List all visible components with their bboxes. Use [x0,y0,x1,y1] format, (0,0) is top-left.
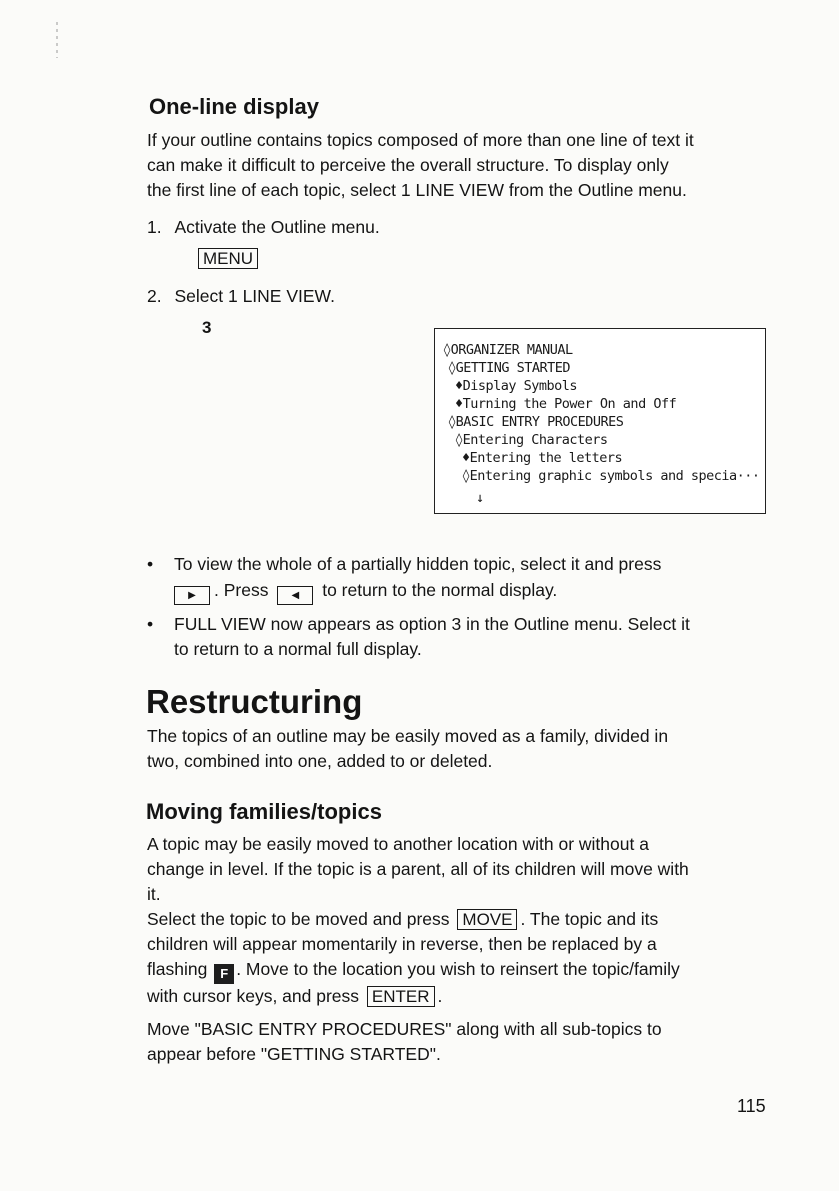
text-line: children will appear momentarily in reverse, then be replaced by a [147,934,657,954]
screen-line: ◊Entering Characters [455,432,608,448]
text-line: change in level. If the topic is a parent, all of its children will move with [147,859,689,879]
bullet-icon: • [147,614,154,634]
screen-line: ◊ORGANIZER MANUAL [443,342,573,358]
text-line: can make it difficult to perceive the overall structure. To display only [147,155,669,175]
text-fragment: with cursor keys, and press [147,986,360,1006]
text-line [147,907,787,932]
page-number: 115 [737,1096,766,1116]
step-text: Activate the Outline menu. [174,217,380,237]
text-line: The topics of an outline may be easily moved as a family, divided in [147,726,669,746]
text-fragment: . Move to the location you wish to reinsert the topic/family [236,959,680,979]
section-heading-one-line: One-line display [149,94,319,119]
scan-mark [56,22,58,58]
moving-paragraph [147,832,787,1009]
lcd-screen [434,328,766,514]
bullet-icon: • [147,554,154,574]
text-fragment: flashing [147,959,208,979]
step-1 [147,215,380,240]
screen-line: ◊Entering graphic symbols and specia··· [462,468,760,484]
right-arrow-key-icon: ▶ [174,586,210,605]
menu-key-row [198,248,258,269]
text-line: A topic may be easily moved to another location with or without a [147,834,649,854]
text-fragment: . [437,986,443,1006]
enter-key: ENTER [367,986,435,1007]
text-fragment: . The topic and its [520,909,659,929]
flashing-f-icon: F [214,964,234,984]
bullet-item-2 [147,612,767,662]
screen-line: ♦Entering the letters [462,450,623,466]
text-line: to return to a normal full display. [174,639,422,659]
section-heading-restructuring: Restructuring [146,683,363,720]
text-line: the first line of each topic, select 1 LINE VIEW from the Outline menu. [147,180,687,200]
example-paragraph [147,1017,662,1067]
text-fragment: to return to the normal display. [322,580,558,600]
move-key: MOVE [457,909,517,930]
left-arrow-key-icon: ◀ [277,586,313,605]
step-2 [147,284,335,309]
text-line [147,984,787,1009]
text-fragment: . Press [214,580,269,600]
text-line [147,957,787,984]
screen-line: ♦Turning the Power On and Off [455,396,677,412]
scroll-down-arrow-icon: ↓ [476,490,484,506]
menu-key: MENU [198,248,258,269]
key-3: 3 [202,318,212,337]
text-line: appear before "GETTING STARTED". [147,1044,441,1064]
bullet-1-line-2 [174,578,767,605]
restructuring-paragraph [147,724,668,774]
text-fragment: Select the topic to be moved and press [147,909,450,929]
bullet-item-1 [147,552,767,605]
text-line: FULL VIEW now appears as option 3 in the Outline menu. Select it [174,614,690,634]
text-line: If your outline contains topics composed of more than one line of text it [147,130,694,150]
screen-line: ◊GETTING STARTED [448,360,571,376]
intro-paragraph [147,128,694,203]
step-number: 1. [147,217,162,237]
text-line: two, combined into one, added to or deleted. [147,751,493,771]
screen-line: ♦Display Symbols [455,378,578,394]
text-line: it. [147,884,161,904]
text-line: Move "BASIC ENTRY PROCEDURES" along with all sub-topics to [147,1019,662,1039]
section-heading-moving: Moving families/topics [146,799,382,824]
screen-line: ◊BASIC ENTRY PROCEDURES [448,414,624,430]
text-line: To view the whole of a partially hidden topic, select it and press [174,554,662,574]
step-number: 2. [147,286,162,306]
step-text: Select 1 LINE VIEW. [174,286,335,306]
